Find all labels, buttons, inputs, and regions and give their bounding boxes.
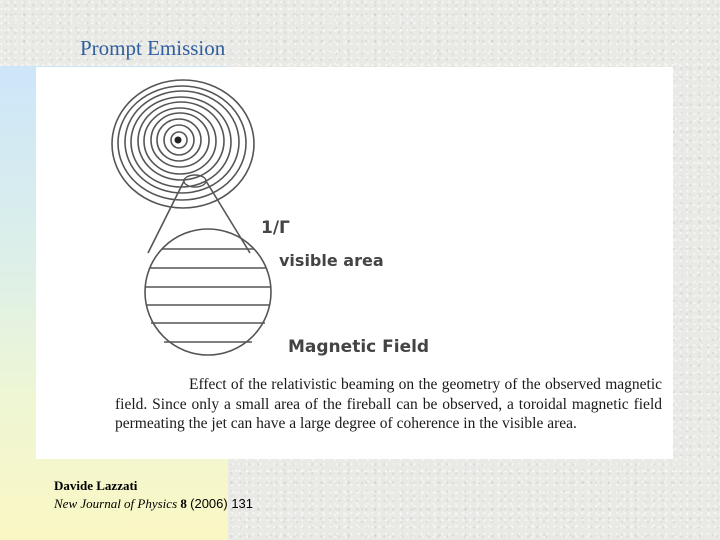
reference-author: Davide Lazzati — [54, 478, 138, 493]
field-ring — [118, 86, 246, 200]
visible-area-circle — [145, 229, 271, 355]
figure-caption: Effect of the relativistic beaming on the geometry of the observed magnetic field. Since only a small area of the fireball can be observed, a toroidal magnetic field permeating the jet can have a large degree of coherence in the visible area. — [115, 376, 662, 432]
cone-edge-right — [206, 181, 250, 253]
reference-volume: 8 — [180, 496, 187, 511]
reference-pages: (2006) 131 — [190, 496, 254, 511]
figure-panel — [36, 67, 673, 459]
fireball-disk — [112, 80, 254, 208]
reference-journal: New Journal of Physics — [54, 496, 178, 511]
fireball-outer-ring — [112, 80, 254, 208]
beaming-angle-label: 1/Γ — [261, 218, 290, 238]
fireball-center-dot — [175, 137, 182, 144]
reference-journal-line — [54, 495, 253, 513]
field-ring — [125, 91, 239, 193]
magnetic-field-label: Magnetic Field — [288, 337, 430, 357]
reference-citation — [54, 477, 253, 513]
slide-title: Prompt Emission — [80, 36, 226, 60]
visible-area-label: visible area — [279, 251, 384, 270]
field-lines — [146, 249, 270, 342]
